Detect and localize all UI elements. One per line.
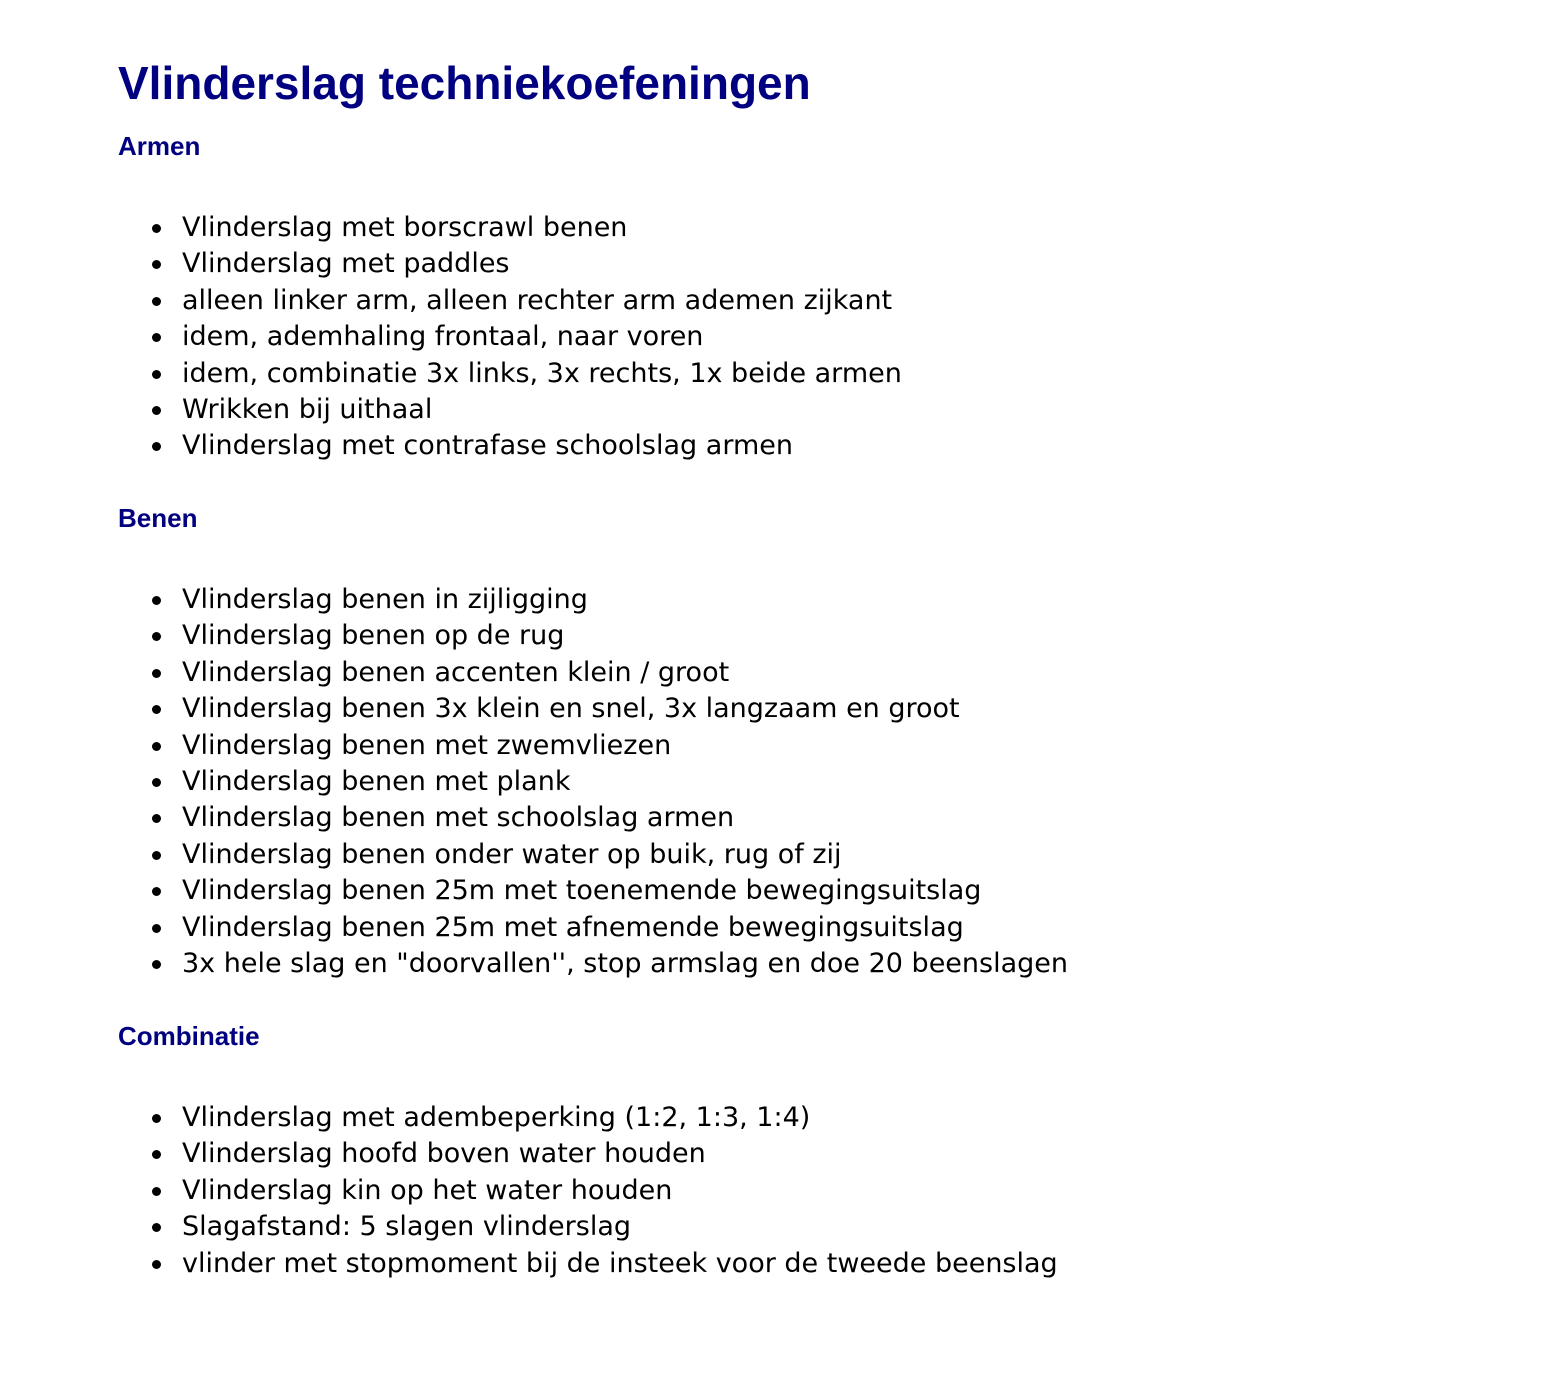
list-item: Vlinderslag benen op de rug (118, 618, 1068, 654)
list-item: Slagafstand: 5 slagen vlinderslag (118, 1209, 1058, 1245)
page-title: Vlinderslag techniekoefeningen (118, 57, 811, 109)
list-item: Vlinderslag kin op het water houden (118, 1173, 1058, 1209)
section-list-combinatie (118, 1100, 1058, 1282)
list-item: vlinder met stopmoment bij de insteek voor de tweede beenslag (118, 1246, 1058, 1282)
section-list-armen (118, 210, 902, 465)
list-item: idem, ademhaling frontaal, naar voren (118, 319, 902, 355)
list-item: Vlinderslag benen met zwemvliezen (118, 728, 1068, 764)
section-heading-armen: Armen (118, 131, 201, 161)
list-item: Vlinderslag benen met schoolslag armen (118, 800, 1068, 836)
section-list-benen (118, 582, 1068, 982)
list-item: Vlinderslag hoofd boven water houden (118, 1136, 1058, 1172)
list-item: idem, combinatie 3x links, 3x rechts, 1x beide armen (118, 356, 902, 392)
list-item: 3x hele slag en "doorvallen'', stop armslag en doe 20 beenslagen (118, 946, 1068, 982)
list-item: Vlinderslag benen 25m met afnemende bewegingsuitslag (118, 910, 1068, 946)
list-item: Vlinderslag met borscrawl benen (118, 210, 902, 246)
list-item: Vlinderslag met contrafase schoolslag armen (118, 428, 902, 464)
list-item: Vlinderslag met adembeperking (1:2, 1:3, 1:4) (118, 1100, 1058, 1136)
section-heading-benen: Benen (118, 503, 198, 533)
section-heading-combinatie: Combinatie (118, 1021, 260, 1051)
list-item: Wrikken bij uithaal (118, 392, 902, 428)
list-item: Vlinderslag met paddles (118, 246, 902, 282)
list-item: alleen linker arm, alleen rechter arm ademen zijkant (118, 283, 902, 319)
list-item: Vlinderslag benen 3x klein en snel, 3x langzaam en groot (118, 691, 1068, 727)
list-item: Vlinderslag benen in zijligging (118, 582, 1068, 618)
list-item: Vlinderslag benen accenten klein / groot (118, 655, 1068, 691)
list-item: Vlinderslag benen onder water op buik, rug of zij (118, 837, 1068, 873)
list-item: Vlinderslag benen 25m met toenemende bewegingsuitslag (118, 873, 1068, 909)
list-item: Vlinderslag benen met plank (118, 764, 1068, 800)
